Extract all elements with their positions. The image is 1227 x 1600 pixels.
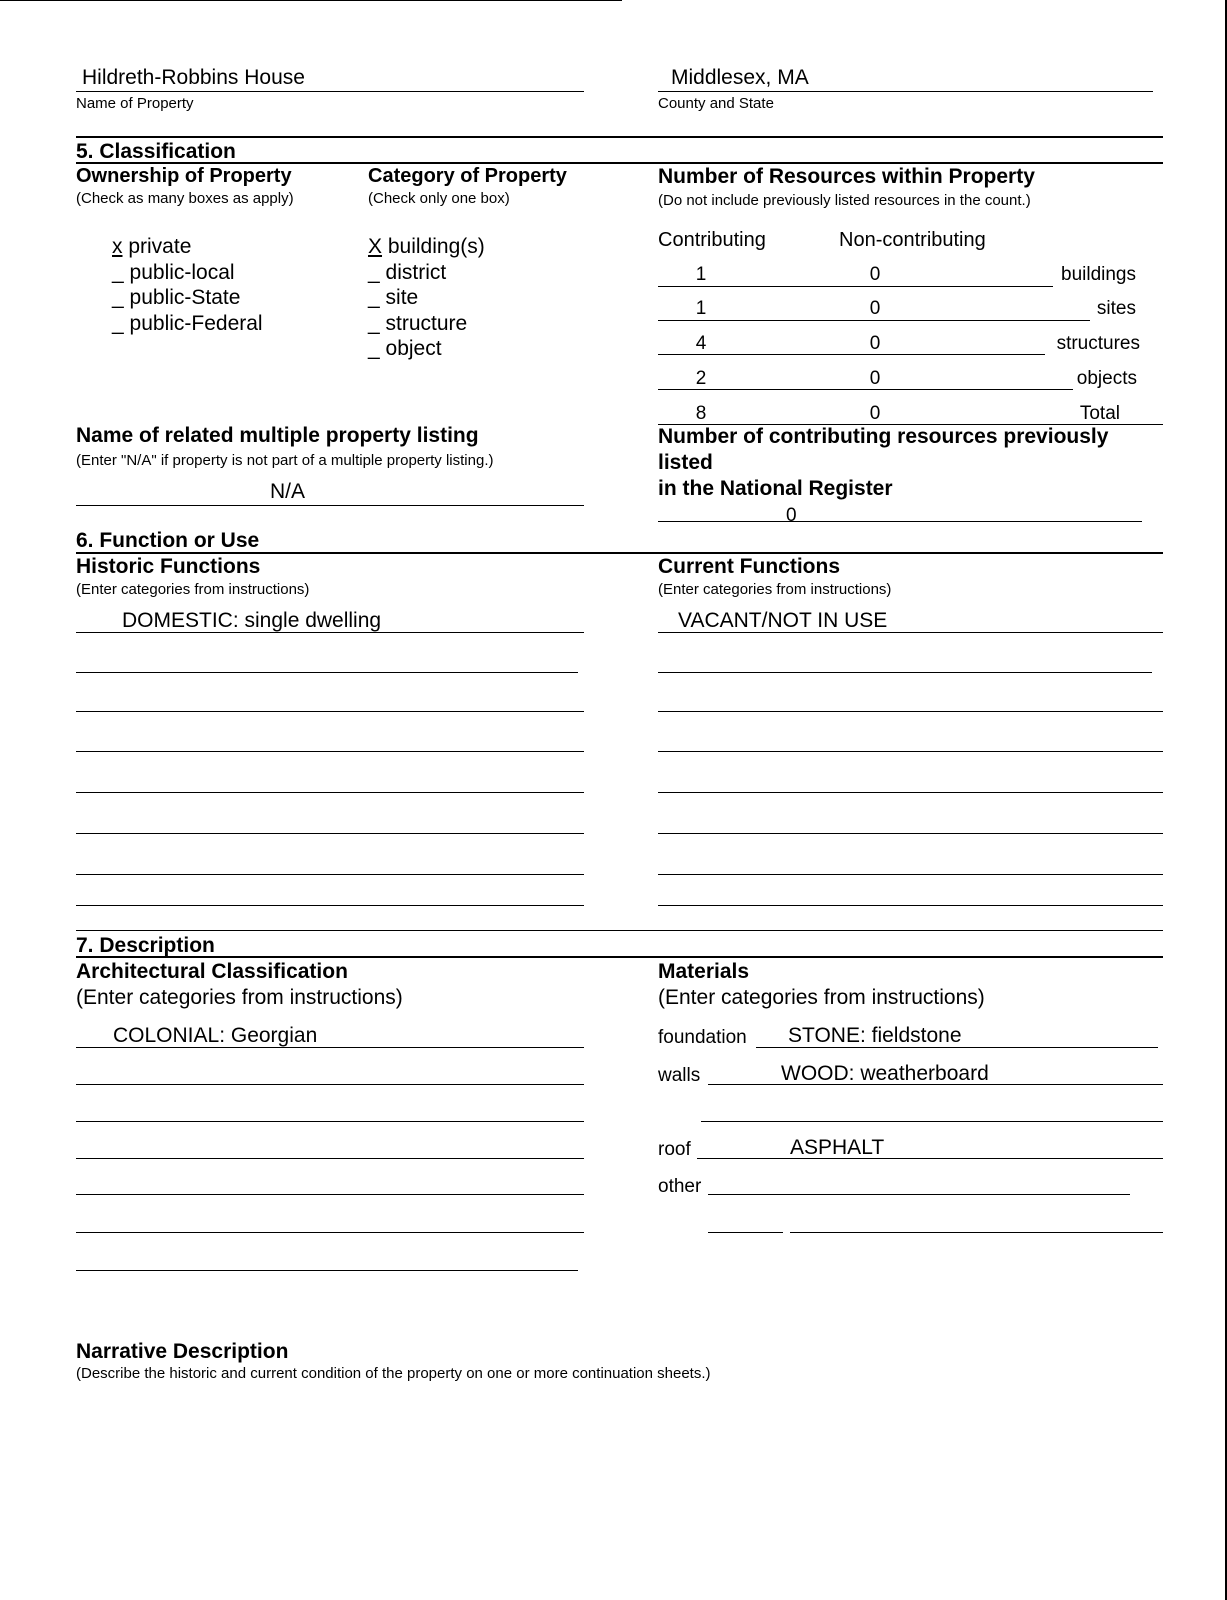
- category-heading: Category of Property: [368, 165, 567, 187]
- row-buildings-contributing: 1: [695, 264, 707, 285]
- scan-edge: [0, 0, 622, 1]
- multiple-listing-note: (Enter "N/A" if property is not part of a multiple property listing.): [76, 452, 494, 469]
- row-sites-label: sites: [1096, 298, 1136, 319]
- ownership-option-public-federal: _ public-Federal: [112, 311, 263, 335]
- section-5-title: 5. Classification: [76, 140, 236, 163]
- ownership-options: [112, 234, 263, 336]
- category-options: [368, 234, 485, 362]
- arch-line: [76, 1158, 584, 1159]
- historic-line: [76, 833, 584, 834]
- resources-heading: Number of Resources within Property: [658, 165, 1035, 188]
- foundation-label: foundation: [658, 1027, 747, 1048]
- row-structures-line: [658, 354, 1045, 355]
- category-option-structure: _ structure: [368, 311, 468, 335]
- current-functions-note: (Enter categories from instructions): [658, 581, 892, 598]
- roof-value: ASPHALT: [790, 1136, 885, 1159]
- resources-note: (Do not include previously listed resources in the count.): [658, 192, 1031, 209]
- row-total-label: Total: [1079, 403, 1120, 424]
- county-state: Middlesex, MA: [671, 66, 809, 89]
- arch-classification-heading: Architectural Classification: [76, 960, 348, 983]
- row-structures-noncontributing: 0: [869, 333, 881, 354]
- historic-line: [76, 672, 578, 673]
- ownership-option-private: x private: [112, 235, 192, 258]
- arch-classification-note: (Enter categories from instructions): [76, 986, 403, 1009]
- walls-label: walls: [658, 1065, 701, 1086]
- current-line: [658, 672, 1152, 673]
- walls-value: WOOD: weatherboard: [781, 1062, 989, 1085]
- row-total-contributing: 8: [695, 403, 707, 424]
- multiple-listing-value: N/A: [270, 480, 306, 503]
- row-objects-contributing: 2: [695, 368, 707, 389]
- section-7-title: 7. Description: [76, 934, 215, 957]
- arch-line: [76, 1232, 584, 1233]
- previously-listed-heading-1: Number of contributing resources previously: [658, 425, 1109, 448]
- row-structures-label: structures: [1056, 333, 1140, 354]
- category-note: (Check only one box): [368, 190, 510, 207]
- row-buildings-line: [658, 286, 1053, 287]
- section-7-rule: [76, 956, 1163, 958]
- narrative-note: (Describe the historic and current condition of the property on one or more continuation sheets.): [76, 1365, 711, 1382]
- other-extra-line-short: [708, 1232, 783, 1233]
- ownership-heading: Ownership of Property: [76, 165, 292, 187]
- roof-label: roof: [658, 1139, 691, 1160]
- arch-line: [76, 1194, 584, 1195]
- narrative-heading: Narrative Description: [76, 1340, 289, 1363]
- current-line: [658, 874, 1163, 875]
- historic-line: [76, 905, 584, 906]
- other-extra-line-long: [790, 1232, 1163, 1233]
- historic-line: [76, 632, 584, 633]
- ownership-option-public-local: _ public-local: [112, 260, 235, 284]
- historic-line: [76, 711, 584, 712]
- materials-heading: Materials: [658, 960, 750, 983]
- col-contributing: Contributing: [658, 229, 766, 251]
- foundation-value: STONE: fieldstone: [788, 1024, 962, 1047]
- arch-line: [76, 1121, 584, 1122]
- row-objects-label: objects: [1076, 368, 1137, 389]
- category-option-object: _ object: [368, 337, 442, 360]
- row-sites-noncontributing: 0: [869, 298, 881, 319]
- arch-line: [76, 1084, 584, 1085]
- historic-functions-value: DOMESTIC: single dwelling: [122, 609, 382, 632]
- property-name-line: [76, 91, 584, 92]
- current-line: [658, 751, 1163, 752]
- property-name: Hildreth-Robbins House: [82, 66, 305, 89]
- previously-listed-value: 0: [786, 505, 797, 526]
- county-state-label: County and State: [658, 95, 774, 112]
- current-line: [658, 711, 1163, 712]
- current-functions-value: VACANT/NOT IN USE: [678, 609, 888, 632]
- previously-listed-heading-3: in the National Register: [658, 477, 893, 500]
- other-label: other: [658, 1176, 702, 1197]
- row-objects-noncontributing: 0: [869, 368, 881, 389]
- row-sites-line: [658, 320, 1090, 321]
- section-6-rule: [76, 552, 1163, 554]
- row-buildings-label: buildings: [1061, 264, 1136, 285]
- county-state-line: [658, 91, 1153, 92]
- category-option-district: _ district: [368, 260, 447, 284]
- current-line: [658, 632, 1163, 633]
- multiple-listing-line: [76, 505, 584, 506]
- section-5-bottom-rule: [76, 162, 1163, 164]
- historic-functions-note: (Enter categories from instructions): [76, 581, 310, 598]
- current-functions-heading: Current Functions: [658, 555, 840, 578]
- ownership-option-public-state: _ public-State: [112, 286, 241, 309]
- current-line: [658, 905, 1163, 906]
- previously-listed-heading-2: listed: [658, 451, 713, 474]
- category-option-building: X building(s): [368, 235, 485, 258]
- roof-line: [697, 1158, 1163, 1159]
- section-7-top-rule: [76, 930, 1163, 931]
- historic-line: [76, 792, 584, 793]
- arch-classification-value: COLONIAL: Georgian: [113, 1024, 318, 1047]
- walls-line: [708, 1084, 1163, 1085]
- current-line: [658, 833, 1163, 834]
- materials-note: (Enter categories from instructions): [658, 986, 985, 1009]
- section-6-title: 6. Function or Use: [76, 529, 260, 552]
- other-line: [708, 1194, 1130, 1195]
- arch-line: [76, 1270, 578, 1271]
- row-structures-contributing: 4: [695, 333, 707, 354]
- col-noncontributing: Non-contributing: [839, 229, 986, 251]
- previously-listed-line: [658, 521, 1142, 522]
- arch-line: [76, 1047, 584, 1048]
- section-5-top-rule: [76, 136, 1163, 138]
- row-buildings-noncontributing: 0: [869, 264, 881, 285]
- row-total-noncontributing: 0: [869, 403, 881, 424]
- category-option-site: _ site: [368, 286, 419, 309]
- row-sites-contributing: 1: [695, 298, 707, 319]
- multiple-listing-heading: Name of related multiple property listing: [76, 424, 479, 447]
- historic-line: [76, 874, 584, 875]
- property-name-label: Name of Property: [76, 95, 194, 112]
- current-line: [658, 792, 1163, 793]
- historic-line: [76, 751, 584, 752]
- row-objects-line: [658, 389, 1073, 390]
- ownership-note: (Check as many boxes as apply): [76, 190, 294, 207]
- foundation-line: [756, 1047, 1158, 1048]
- walls-extra-line: [701, 1121, 1163, 1122]
- historic-functions-heading: Historic Functions: [76, 555, 261, 578]
